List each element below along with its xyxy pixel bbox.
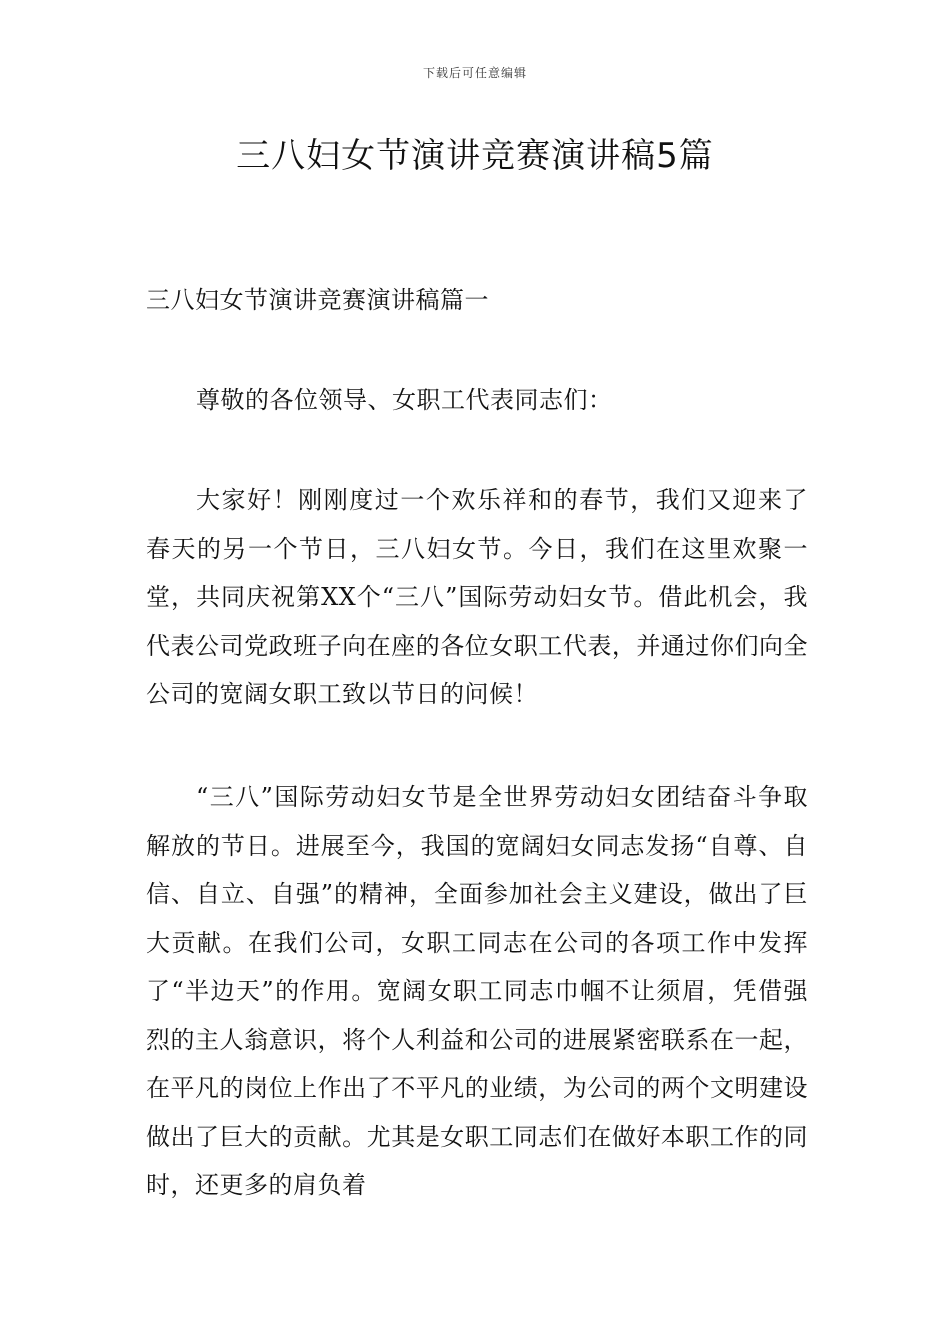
header-note: 下载后可任意编辑	[422, 66, 527, 80]
document-title: 三八妇女节演讲竞赛演讲稿5篇	[236, 136, 714, 176]
paragraph: 大家好！刚刚度过一个欢乐祥和的春节，我们又迎来了春天的另一个节日，三八妇女节。今日，我们在这里欢聚一堂，共同庆祝第XX个“三八”国际劳动妇女节。借此机会，我代表公司党政班子向在座的各位女职工代表，并通过你们向全公司的宽阔女职工致以节日的问候！	[146, 486, 808, 708]
section-heading: 三八妇女节演讲竞赛演讲稿篇一	[146, 286, 489, 314]
salutation: 尊敬的各位领导、女职工代表同志们：	[196, 386, 613, 414]
paragraph: “三八”国际劳动妇女节是全世界劳动妇女团结奋斗争取解放的节日。进展至今，我国的宽阔妇女同志发扬“自尊、自信、自立、自强”的精神，全面参加社会主义建设，做出了巨大贡献。在我们公司，女职工同志在公司的各项工作中发挥了“半边天”的作用。宽阔女职工同志巾帼不让须眉，凭借强烈的主人翁意识，将个人利益和公司的进展紧密联系在一起，在平凡的岗位上作出了不平凡的业绩，为公司的两个文明建设做出了巨大的贡献。尤其是女职工同志们在做好本职工作的同时，还更多的肩负着	[146, 783, 808, 1199]
